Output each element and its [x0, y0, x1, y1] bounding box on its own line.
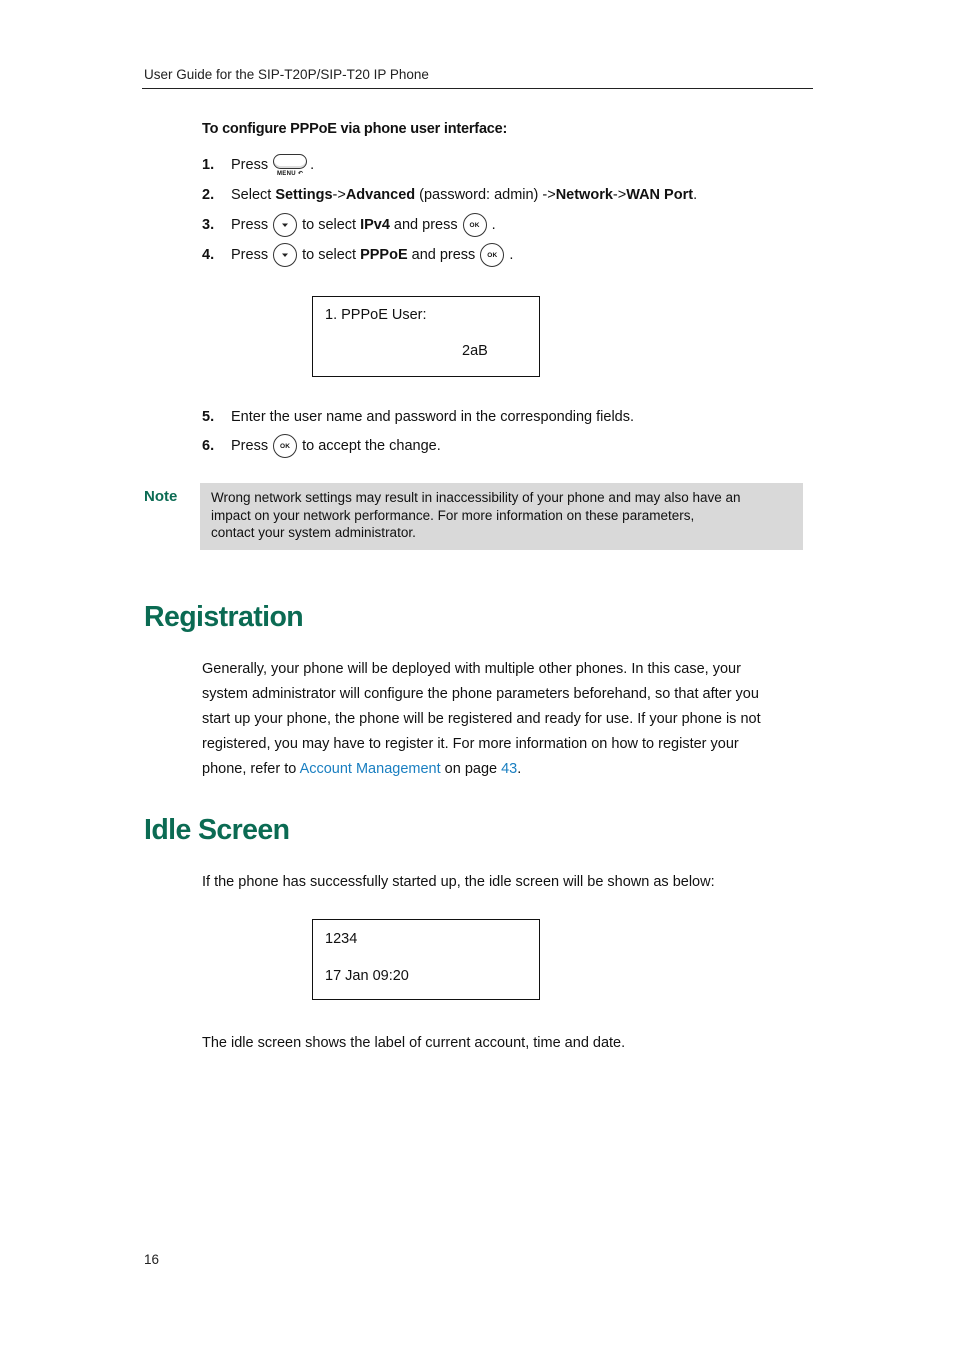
step-5: 5. Enter the user name and password in the corresponding fields. [202, 409, 635, 425]
note-line: impact on your network performance. For more information on these parameters, [211, 507, 695, 523]
page-43-link[interactable]: 43 [501, 761, 518, 777]
step-2: 2. Select Settings -> Advanced (password: admin) -> Network -> WAN Port . [202, 187, 698, 203]
header-divider [142, 88, 813, 89]
procedure-title: To configure PPPoE via phone user interface: [202, 121, 508, 137]
running-header: User Guide for the SIP-T20P/SIP-T20 IP Phone [144, 67, 429, 82]
idle-screen-intro: If the phone has successfully started up, the idle screen will be shown as below: [202, 874, 715, 890]
note-box [200, 483, 803, 550]
step-3: 3. Press to select IPv4 and press OK . [202, 213, 496, 237]
ok-key-icon: OK [463, 213, 487, 237]
step-1: 1. Press MENU ↶ . [202, 153, 314, 177]
registration-heading: Registration [144, 601, 304, 633]
registration-paragraph: Generally, your phone will be deployed with multiple other phones. In this case, your system administrator will configure the phone parameters beforehand, so that after you start up your phone, the phone will be registered and ready for use. If your phone is not registered, you may have to register it. For more information on how to register your phone, refer to Account Management on page 43. [202, 661, 761, 777]
menu-key-icon: MENU ↶ [273, 154, 307, 177]
idle-screen-display [312, 919, 540, 1000]
down-arrow-key-icon [273, 243, 297, 267]
ok-key-icon: OK [273, 434, 297, 458]
ok-key-icon: OK [480, 243, 504, 267]
pppoe-screen-display [312, 296, 540, 377]
screen-date-time: 17 Jan 09:20 [325, 968, 409, 984]
step-6: 6. Press OK to accept the change. [202, 434, 441, 458]
screen-account-label: 1234 [325, 931, 358, 947]
screen-line-1: 1. PPPoE User: [325, 307, 427, 323]
account-management-link[interactable]: Account Management [299, 761, 441, 777]
step-4: 4. Press to select PPPoE and press OK . [202, 243, 513, 267]
screen-line-2: 2aB [462, 343, 488, 359]
page-number: 16 [144, 1252, 160, 1267]
idle-screen-description: The idle screen shows the label of current account, time and date. [202, 1035, 626, 1051]
down-arrow-key-icon [273, 213, 297, 237]
note-label: Note [144, 488, 178, 505]
note-line: Wrong network settings may result in inaccessibility of your phone and may also have an [211, 490, 741, 505]
idle-screen-heading: Idle Screen [144, 814, 290, 846]
note-line: contact your system administrator. [211, 525, 416, 540]
